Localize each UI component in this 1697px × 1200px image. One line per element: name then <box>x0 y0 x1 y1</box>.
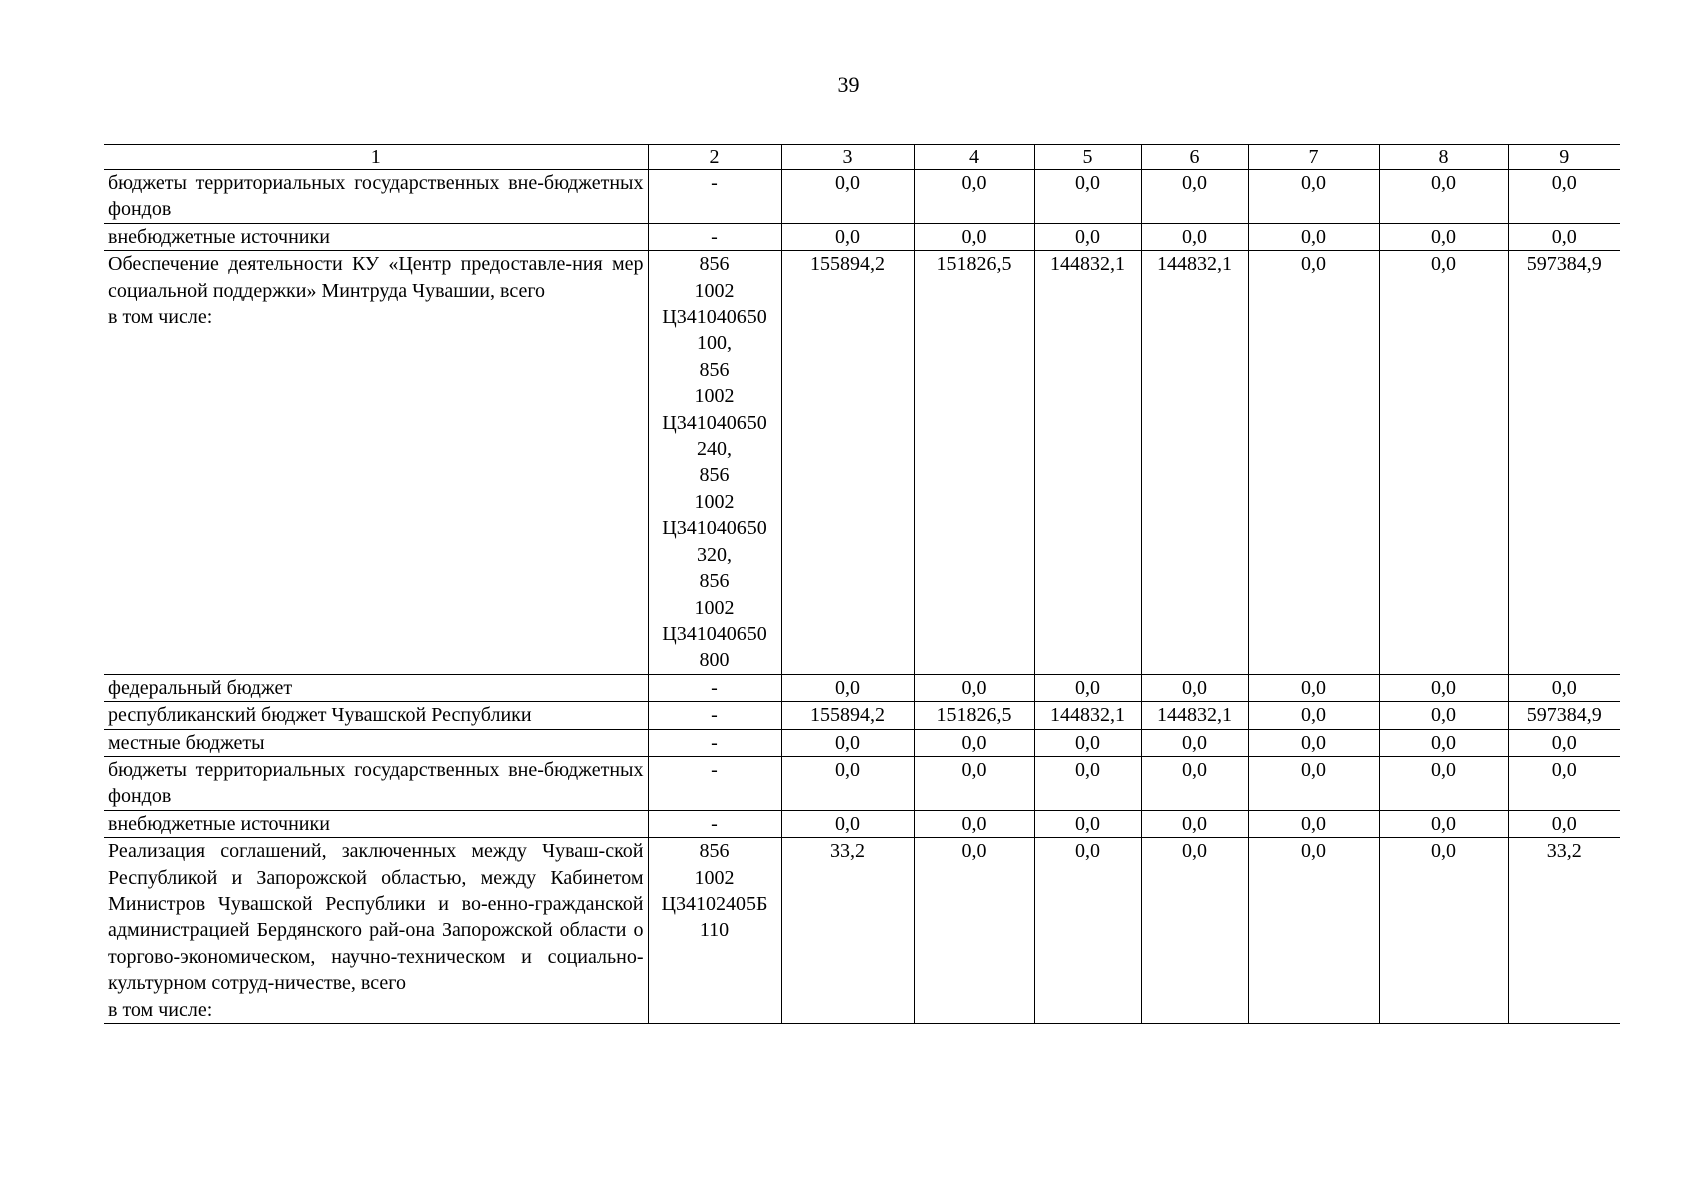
value-cell: 0,0 <box>914 729 1034 756</box>
value-cell: 0,0 <box>1248 810 1379 837</box>
budget-code <box>648 674 781 701</box>
value-cell: 0,0 <box>1379 170 1508 224</box>
column-header: 8 <box>1379 145 1508 170</box>
budget-code <box>648 810 781 837</box>
value-cell: 0,0 <box>914 756 1034 810</box>
column-header: 3 <box>781 145 914 170</box>
budget-code-line: 1002 <box>694 385 735 408</box>
budget-code-line: Ц341040650 <box>662 517 767 540</box>
budget-code-line: 1002 <box>694 490 735 513</box>
budget-code-line: 1002 <box>694 279 735 302</box>
row-name-part: Обеспечение деятельности КУ «Центр предоставле-ния мер социальной поддержки» Минтруда Чувашии, всего <box>108 253 644 302</box>
value-cell: 0,0 <box>1379 756 1508 810</box>
table-row <box>104 838 1620 1024</box>
value-cell: 0,0 <box>1508 674 1620 701</box>
value-cell: 0,0 <box>1508 223 1620 250</box>
column-header: 1 <box>104 145 648 170</box>
table-row <box>104 756 1620 810</box>
value-cell: 597384,9 <box>1508 251 1620 675</box>
table-row <box>104 702 1620 729</box>
value-cell: 0,0 <box>914 810 1034 837</box>
budget-code <box>648 170 781 224</box>
value-cell: 0,0 <box>1248 702 1379 729</box>
budget-code-line: - <box>711 225 718 248</box>
value-cell: 151826,5 <box>914 251 1034 675</box>
budget-code-line: 800 <box>699 649 730 672</box>
row-name <box>104 756 648 810</box>
budget-code-line: 320, <box>697 543 732 566</box>
budget-code-line: Ц341040650 <box>662 622 767 645</box>
value-cell: 0,0 <box>781 810 914 837</box>
value-cell: 0,0 <box>1248 674 1379 701</box>
budget-code-line: Ц34102405Б <box>661 892 768 915</box>
budget-code-line: 856 <box>699 464 730 487</box>
value-cell: 0,0 <box>914 223 1034 250</box>
value-cell: 0,0 <box>1034 674 1141 701</box>
column-header: 2 <box>648 145 781 170</box>
value-cell: 0,0 <box>781 729 914 756</box>
value-cell: 33,2 <box>781 838 914 1024</box>
value-cell: 155894,2 <box>781 702 914 729</box>
budget-code-line: 856 <box>699 253 730 276</box>
value-cell: 0,0 <box>1141 838 1248 1024</box>
budget-code-line: - <box>711 731 718 754</box>
budget-code-line: 856 <box>699 358 730 381</box>
value-cell: 0,0 <box>1508 729 1620 756</box>
budget-code-line: 1002 <box>694 866 735 889</box>
value-cell: 597384,9 <box>1508 702 1620 729</box>
value-cell: 0,0 <box>1379 810 1508 837</box>
row-name-part: внебюджетные источники <box>108 812 330 835</box>
column-header: 6 <box>1141 145 1248 170</box>
table-body <box>104 170 1620 1024</box>
table-row <box>104 170 1620 224</box>
table-row <box>104 810 1620 837</box>
row-name-part: бюджеты территориальных государственных вне-бюджетных фондов <box>108 758 644 808</box>
value-cell: 0,0 <box>914 674 1034 701</box>
value-cell: 0,0 <box>1034 170 1141 224</box>
value-cell: 0,0 <box>1508 756 1620 810</box>
row-name-part: внебюджетные источники <box>108 225 330 248</box>
value-cell: 33,2 <box>1508 838 1620 1024</box>
column-header: 4 <box>914 145 1034 170</box>
value-cell: 0,0 <box>1379 251 1508 675</box>
row-name-part: республиканский бюджет Чувашской Республики <box>108 704 532 727</box>
row-name-part: федеральный бюджет <box>108 676 293 699</box>
value-cell: 0,0 <box>1248 170 1379 224</box>
value-cell: 0,0 <box>781 756 914 810</box>
table-row <box>104 674 1620 701</box>
row-name <box>104 251 648 675</box>
value-cell: 0,0 <box>1508 170 1620 224</box>
row-name <box>104 170 648 224</box>
budget-code-line: - <box>711 758 718 781</box>
value-cell: 0,0 <box>1379 223 1508 250</box>
budget-code-line: 1002 <box>694 596 735 619</box>
value-cell: 155894,2 <box>781 251 914 675</box>
value-cell: 0,0 <box>1034 223 1141 250</box>
budget-code-line: Ц341040650 <box>662 306 767 329</box>
budget-code-line: 240, <box>697 438 732 461</box>
budget-code-line: 100, <box>697 332 732 355</box>
table-row <box>104 223 1620 250</box>
value-cell: 0,0 <box>1034 756 1141 810</box>
value-cell: 0,0 <box>781 674 914 701</box>
value-cell: 0,0 <box>1248 223 1379 250</box>
value-cell: 144832,1 <box>1141 251 1248 675</box>
row-name <box>104 223 648 250</box>
column-header: 5 <box>1034 145 1141 170</box>
row-name <box>104 702 648 729</box>
value-cell: 0,0 <box>781 170 914 224</box>
budget-code-line: 856 <box>699 570 730 593</box>
budget-code-line: - <box>711 704 718 727</box>
budget-code <box>648 223 781 250</box>
budget-code-line: - <box>711 172 718 194</box>
value-cell: 0,0 <box>1034 729 1141 756</box>
row-name-part: Реализация соглашений, заключенных между Чуваш-ской Республикой и Запорожской областью, между Кабинетом Министров Чувашской Республики и во-енно-гражданской администрацией Бердянского рай-она Запорожской области о торгово-экономическом, научно-техническом и социально-культурном сотруд-ничестве, всего <box>108 840 644 995</box>
value-cell: 0,0 <box>1141 674 1248 701</box>
value-cell: 0,0 <box>914 838 1034 1024</box>
page-number: 39 <box>837 72 860 97</box>
budget-code <box>648 251 781 675</box>
budget-code-line: 856 <box>699 840 730 863</box>
value-cell: 0,0 <box>1141 223 1248 250</box>
value-cell: 0,0 <box>1034 838 1141 1024</box>
value-cell: 0,0 <box>1508 810 1620 837</box>
value-cell: 0,0 <box>1248 756 1379 810</box>
budget-code <box>648 702 781 729</box>
column-header: 9 <box>1508 145 1620 170</box>
budget-code-line: - <box>711 676 718 699</box>
value-cell: 0,0 <box>1248 251 1379 675</box>
budget-code-line: Ц341040650 <box>662 411 767 434</box>
value-cell: 0,0 <box>1379 702 1508 729</box>
row-name-part: в том числе: <box>108 998 213 1021</box>
row-name <box>104 838 648 1024</box>
value-cell: 0,0 <box>1141 170 1248 224</box>
value-cell: 0,0 <box>1248 729 1379 756</box>
table-row <box>104 251 1620 675</box>
budget-code-line: 110 <box>699 919 730 942</box>
row-name-part: в том числе: <box>108 306 213 329</box>
value-cell: 151826,5 <box>914 702 1034 729</box>
budget-code <box>648 838 781 1024</box>
value-cell: 0,0 <box>1141 756 1248 810</box>
value-cell: 0,0 <box>1379 674 1508 701</box>
value-cell: 0,0 <box>781 223 914 250</box>
value-cell: 0,0 <box>914 170 1034 224</box>
row-name <box>104 810 648 837</box>
value-cell: 0,0 <box>1141 810 1248 837</box>
row-name <box>104 729 648 756</box>
funding-table <box>104 144 1620 1024</box>
row-name <box>104 674 648 701</box>
value-cell: 144832,1 <box>1034 702 1141 729</box>
value-cell: 144832,1 <box>1141 702 1248 729</box>
column-number-row <box>104 145 1620 170</box>
value-cell: 0,0 <box>1379 729 1508 756</box>
value-cell: 144832,1 <box>1034 251 1141 675</box>
budget-code <box>648 729 781 756</box>
value-cell: 0,0 <box>1248 838 1379 1024</box>
value-cell: 0,0 <box>1379 838 1508 1024</box>
row-name-part: бюджеты территориальных государственных вне-бюджетных фондов <box>108 172 644 221</box>
value-cell: 0,0 <box>1141 729 1248 756</box>
column-header: 7 <box>1248 145 1379 170</box>
row-name-part: местные бюджеты <box>108 731 265 754</box>
table-row <box>104 729 1620 756</box>
budget-code-line: - <box>711 812 718 835</box>
value-cell: 0,0 <box>1034 810 1141 837</box>
budget-code <box>648 756 781 810</box>
